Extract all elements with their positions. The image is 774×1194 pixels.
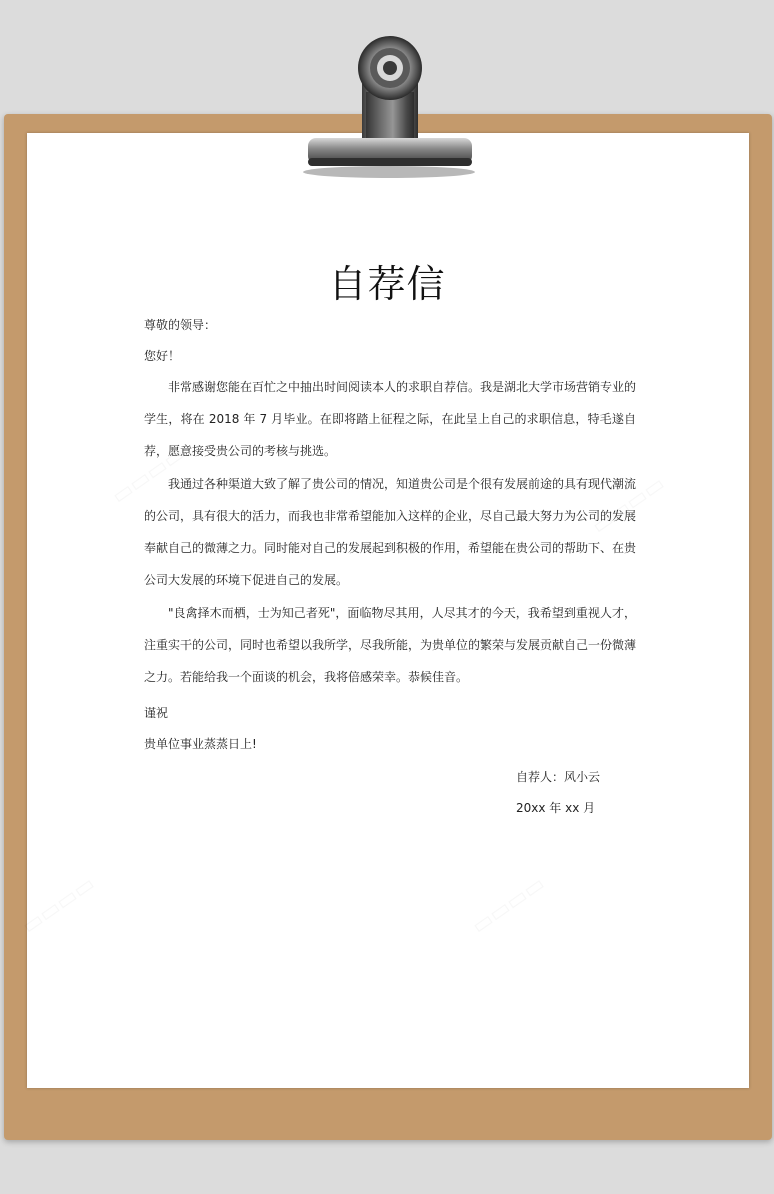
letter-closing-2: 贵单位事业蒸蒸日上!	[144, 737, 257, 751]
letter-signature: 自荐人：风小云	[516, 770, 601, 784]
letter-title: 自荐信	[328, 262, 446, 306]
letter-paragraph-3: "良禽择木而栖，士为知己者死"，面临物尽其用，人尽其才的今天，我希望到重视人才，注重实干的公司，同时也希望以我所学，尽我所能，为贵单位的繁荣与发展贡献自己一份微薄之力。若能给我一个面谈的机会，我将倍感荣幸。恭候佳音。	[144, 606, 637, 684]
watermark-graphic	[467, 871, 549, 939]
letter-closing-1: 谨祝	[144, 706, 169, 720]
letter-paragraph-2: 我通过各种渠道大致了解了贵公司的情况，知道贵公司是个很有发展前途的具有现代潮流的公司，具有很大的活力，而我也非常希望能加入这样的企业，尽自己最大努力为公司的发展奉献自己的微薄之力。同时能对自己的发展起到积极的作用，希望能在贵公司的帮助下、在贵公司大发展的环境下促进自己的发展。	[144, 477, 637, 587]
watermark-graphic	[17, 871, 99, 939]
letter-paragraph-1: 非常感谢您能在百忙之中抽出时间阅读本人的求职自荐信。我是湖北大学市场营销专业的学生，将在 2018 年 7 月毕业。在即将踏上征程之际，在此呈上自己的求职信息，特毛遂自荐，愿意接受贵公司的考核与挑选。	[144, 380, 637, 458]
binder-clip-icon	[300, 26, 478, 178]
letter-salutation: 尊敬的领导：	[144, 318, 217, 332]
letter-date: 20xx 年 xx 月	[516, 801, 596, 815]
letter-greeting: 您好！	[144, 349, 181, 363]
